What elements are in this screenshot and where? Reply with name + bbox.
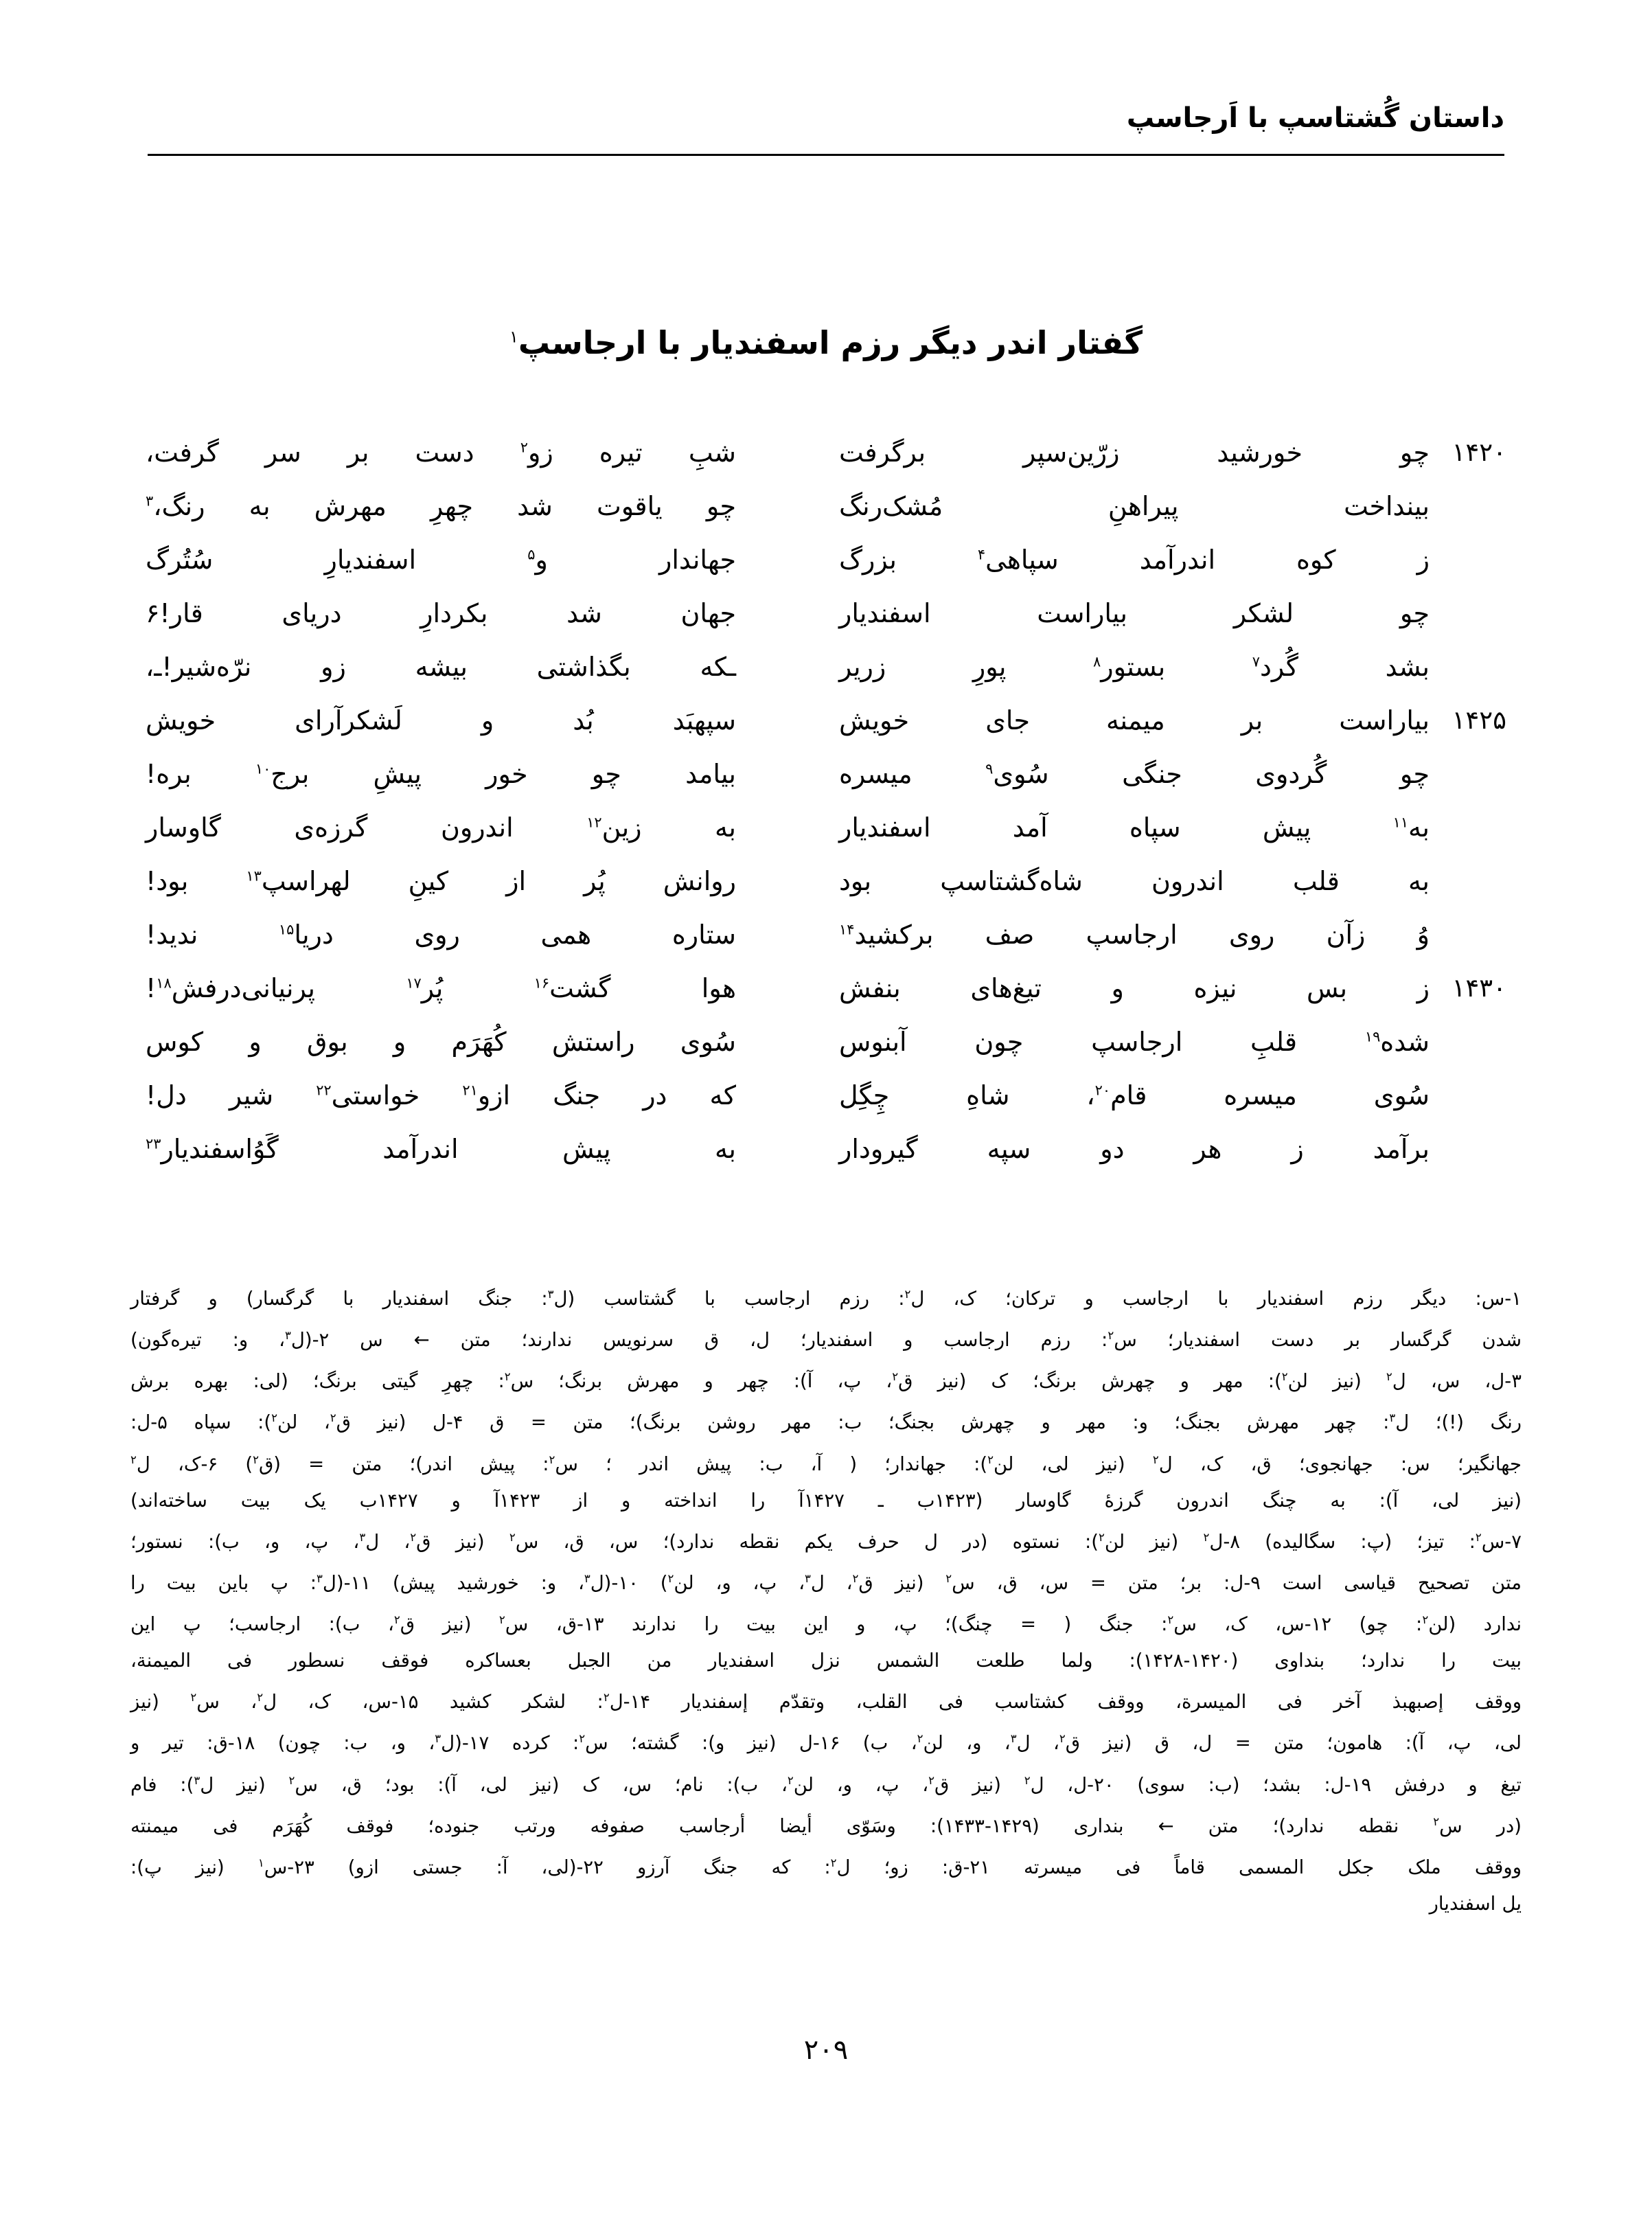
- verse-hemistich-second: [146, 437, 826, 468]
- verse-line: [146, 600, 1506, 654]
- verse-line: [146, 1029, 1506, 1082]
- verse-number: ۱۴۲۵: [1452, 705, 1506, 735]
- verse-hemistich-first: [826, 1029, 1506, 1055]
- verse-line: [146, 975, 1506, 1029]
- verse-hemistich-first: [826, 1136, 1506, 1162]
- hemistich-text: چو گُردوی جنگی سُوی$^۹$ میسره: [839, 759, 1430, 789]
- hemistich-text: برآمد ز هر دو سپه گیرودار: [839, 1134, 1430, 1164]
- running-head: [148, 103, 1504, 165]
- hemistich-text: سپهبَد بُد و لَشکرآرای خویش: [146, 705, 736, 736]
- chapter-title-footnote-marker: ۱: [509, 327, 518, 347]
- verse-line: [146, 1136, 1506, 1189]
- verse-hemistich-first: [826, 761, 1506, 787]
- verse-hemistich-second: [146, 1082, 826, 1108]
- verse-hemistich-second: [146, 547, 826, 573]
- hemistich-text: بیامد چو خور پیشِ برج$^{۱۰}$ بره!: [146, 759, 736, 789]
- apparatus-line: یل اسفندیار: [1429, 1893, 1522, 1915]
- verse-hemistich-second: [146, 975, 826, 1001]
- hemistich-text: بیاراست بر میمنه جای خویش: [839, 705, 1430, 736]
- verse-hemistich-first: [826, 705, 1506, 736]
- verse-line: [146, 437, 1506, 493]
- verse-line: [146, 547, 1506, 600]
- hemistich-text: ـکه بگذاشتی بیشه زو نرّه‌شیر!ـ،: [146, 652, 736, 682]
- hemistich-text: چو یاقوت شد چهرِ مهرش به رنگ،$^۳$: [146, 491, 736, 521]
- verse-hemistich-first: [826, 654, 1506, 680]
- verse-hemistich-first: [826, 812, 1506, 843]
- hemistich-text: ز بس نیزه و تیغ‌های بنفش: [839, 973, 1430, 1003]
- hemistich-text: که در جنگ ازو$^{۲۱}$ خواستی$^{۲۲}$ شیر دل!: [146, 1080, 736, 1110]
- hemistich-text: ز کوه اندرآمد سپاهی$^۴$ بزرگ: [839, 545, 1430, 575]
- apparatus-line: ندارد (لن$^۲$: چو) ۱۲-س، ک، س$^۲$: جنگ ( = چنگ)؛ پ، و این بیت را ندارند ۱۳-ق، س$^۲$ (نیز ق$^۲$، ب): ارجاسب؛ پ این: [130, 1613, 1522, 1636]
- hemistich-text: وُ زآن روی ارجاسپ صف برکشید$^{۱۴}$: [839, 920, 1430, 950]
- verse-hemistich-first: [826, 547, 1506, 573]
- verse-hemistich-second: [146, 1136, 826, 1162]
- apparatus-line: ۳-ل، س، ل$^۲$ (نیز لن$^۲$): مهر و چهرش برنگ؛ ک (نیز ق$^۲$، پ، آ): چهر و مهرش برنگ؛ س$^۲$: چهرِ گیتی برنگ؛ (لی: بهره برش: [130, 1370, 1522, 1393]
- verse-hemistich-first: [826, 922, 1506, 948]
- apparatus-line: شدن گرگسار بر دست اسفندیار؛ س$^۲$: رزم ارجاسب و اسفندیار؛ ل، ق سرنویس ندارند؛ متن ← س ۲-(ل$^۳$، و: تیره‌گون): [130, 1329, 1522, 1352]
- verse-line: [146, 493, 1506, 547]
- verse-number: ۱۴۳۰: [1452, 973, 1506, 1003]
- verse-hemistich-second: [146, 600, 826, 626]
- verse-hemistich-second: [146, 654, 826, 680]
- hemistich-text: چو خورشید زرّین‌سپر برگرفت: [839, 437, 1430, 468]
- verse-block: [146, 437, 1506, 1229]
- apparatus-line: (نیز لی، آ): به چنگ اندرون گرزهٔ گاوسار (۱۴۲۳ب ـ ۱۴۲۷آ را انداخته و از ۱۴۲۳آ و ۱۴۲۷ب یک بیت ساخته‌اند): [130, 1489, 1522, 1512]
- hemistich-text: جهاندار و$^۵$ اسفندیارِ سُتُرگ: [146, 545, 736, 575]
- verse-line: [146, 1082, 1506, 1136]
- verse-hemistich-first: [826, 975, 1506, 1001]
- apparatus-line: (در س$^۲$ نقطه ندارد)؛ متن ← بنداری (۱۴۲۹-۱۴۳۳): وسَوّی أیضا أرجاسب صفوفه ورتب جنوده؛ فوقف کُهَرَم فی میمنته: [130, 1814, 1522, 1837]
- hemistich-text: به$^{۱۱}$ پیش سپاه آمد اسفندیار: [839, 812, 1430, 843]
- chapter-title-text: گفتار اندر دیگر رزم اسفندیار با ارجاسپ: [518, 324, 1143, 361]
- hemistich-text: به زین$^{۱۲}$ اندرون گرزه‌ی گاوسار: [146, 812, 736, 843]
- verse-hemistich-second: [146, 812, 826, 843]
- page-number: ۲۰۹: [803, 2034, 849, 2066]
- verse-line: [146, 922, 1506, 975]
- verse-hemistich-second: [146, 705, 826, 736]
- apparatus-line: بیت را ندارد؛ بنداوی (۱۴۲۰-۱۴۲۸): ولما طلعت الشمس نزل اسفندیار من الجبل بعساکره فوقف نسطور فی المیمنة،: [130, 1650, 1522, 1672]
- apparatus-line: رنگ (!)؛ ل$^۳$: چهر مهرش بجنگ؛ و: مهر و چهرش بجنگ؛ ب: مهر روشن برنگ)؛ متن = ق ۴-ل (نیز ق$^۲$، لن$^۲$): سپاه ۵-ل:: [130, 1411, 1522, 1434]
- verse-hemistich-first: [826, 437, 1506, 468]
- hemistich-text: شده$^{۱۹}$ قلبِ ارجاسپ چون آبنوس: [839, 1027, 1430, 1057]
- verse-line: [146, 868, 1506, 922]
- hemistich-text: به قلب اندرون شاه‌گشتاسپ بود: [839, 866, 1430, 896]
- apparatus-line: ۱-س: دیگر رزم اسفندیار با ارجاسب و ترکان؛ ک، ل$^۲$: رزم ارجاسب با گشتاسب (ل$^۳$: جنگ اسفندیار با گرگسار) و گرفتار: [130, 1288, 1522, 1310]
- hemistich-text: بشد گُرد$^۷$ بستور$^۸$ پورِ زریر: [839, 652, 1430, 682]
- hemistich-text: ستاره همی روی دریا$^{۱۵}$ ندید!: [146, 920, 736, 950]
- apparatus-line: متن تصحیح قیاسی است ۹-ل: بر؛ متن = س، ق، س$^۲$ (نیز ق$^۲$، ل$^۳$، پ، و، لن$^۲$) ۱۰-(ل$^۳$، و: خورشید پیش) ۱۱-(ل$^۳$: پ باین بیت را: [130, 1571, 1522, 1595]
- verse-line: [146, 707, 1506, 761]
- hemistich-text: سُوی راستش کُهَرَم و بوق و کوس: [146, 1027, 736, 1057]
- apparatus-line: تیغ و درفش ۱۹-ل: بشد؛ (ب: سوی) ۲۰-ل، ل$^۲$ (نیز ق$^۲$، پ، و، لن$^۲$، ب): نام؛ س، ک (نیز لی، آ): بود؛ ق، س$^۲$ (نیز ل$^۳$): فام: [130, 1773, 1522, 1796]
- critical-apparatus: [130, 1276, 1522, 1922]
- hemistich-text: هوا گشت$^{۱۶}$ پُر$^{۱۷}$ پرنیانی‌درفش$^{۱۸}$!: [146, 973, 736, 1003]
- header-rule: [148, 154, 1504, 156]
- verse-line: [146, 654, 1506, 707]
- verse-hemistich-first: [826, 1082, 1506, 1108]
- hemistich-text: سُوی میسره قام$^{۲۰}$، شاهِ چِگِل: [839, 1080, 1430, 1110]
- verse-line: [146, 812, 1506, 868]
- hemistich-text: جهان شد بکردارِ دریای قار!۶: [146, 598, 736, 628]
- running-head-title: داستان گُشتاسپ با اَرجاسپ: [1126, 102, 1504, 134]
- apparatus-line: ۷-س$^۲$: تیز؛ (پ: سگالیده) ۸-ل$^۲$ (نیز لن$^۲$): نستوه (در ل حرف یکم نقطه ندارد)؛ س، ق، س$^۲$ (نیز ق$^۲$، ل$^۳$، پ، و، ب): نستور؛: [130, 1530, 1522, 1553]
- verse-hemistich-second: [146, 1029, 826, 1055]
- apparatus-line: ووقف ملک جکل المسمی قاماً فی میسرته ۲۱-ق: زو؛ ل$^۲$: که جنگ آرزو ۲۲-(لی، آ: جستی ازو) ۲۳-س$^۱$ (نیز پ):: [130, 1856, 1522, 1879]
- hemistich-text: شبِ تیره زو$^۲$ دست بر سر گرفت،: [146, 437, 736, 468]
- verse-hemistich-second: [146, 922, 826, 948]
- verse-hemistich-second: [146, 868, 826, 894]
- hemistich-text: به پیش اندرآمد گَوُاسفندیار$^{۲۳}$: [146, 1134, 736, 1164]
- apparatus-line: جهانگیر؛ س: جهانجوی؛ ق، ک، ل$^۲$ (نیز لی، لن$^۲$): جهاندار؛ ( آ، ب: پیش اندر ؛ س$^۲$: پیش اندر)؛ متن = (ق$^۲$) ۶-ک، ل$^۲$: [130, 1453, 1522, 1475]
- verse-hemistich-first: [826, 600, 1506, 626]
- verse-hemistich-first: [826, 868, 1506, 894]
- verse-line: [146, 761, 1506, 815]
- verse-hemistich-first: [826, 493, 1506, 519]
- apparatus-line: ووقف إصبهبذ آخر فی المیسرة، ووقف کشتاسب فی القلب، وتقدّم إسفندیار ۱۴-ل$^۲$: لشکر کشید ۱۵-س، ک، ل$^۲$، س$^۲$ (نیز: [130, 1691, 1522, 1713]
- chapter-title: [0, 323, 1652, 364]
- hemistich-text: چو لشکر بیاراست اسفندیار: [839, 598, 1430, 628]
- hemistich-text: بینداخت پیراهنِ مُشک‌رنگ: [839, 491, 1430, 521]
- verse-hemistich-second: [146, 761, 826, 787]
- verse-hemistich-second: [146, 493, 826, 519]
- hemistich-text: روانش پُر از کینِ لهراسپ$^{۱۳}$ بود!: [146, 866, 736, 896]
- verse-number: ۱۴۲۰: [1452, 437, 1506, 467]
- apparatus-line: لی، پ، آ): هامون؛ متن = ل، ق (نیز ق$^۲$، ل$^۳$، و، لن$^۲$، ب) ۱۶-ل (نیز و): گشته؛ س$^۲$: کرده ۱۷-(ل$^۳$، و، ب: چون) ۱۸-ق: تیر و: [130, 1732, 1522, 1755]
